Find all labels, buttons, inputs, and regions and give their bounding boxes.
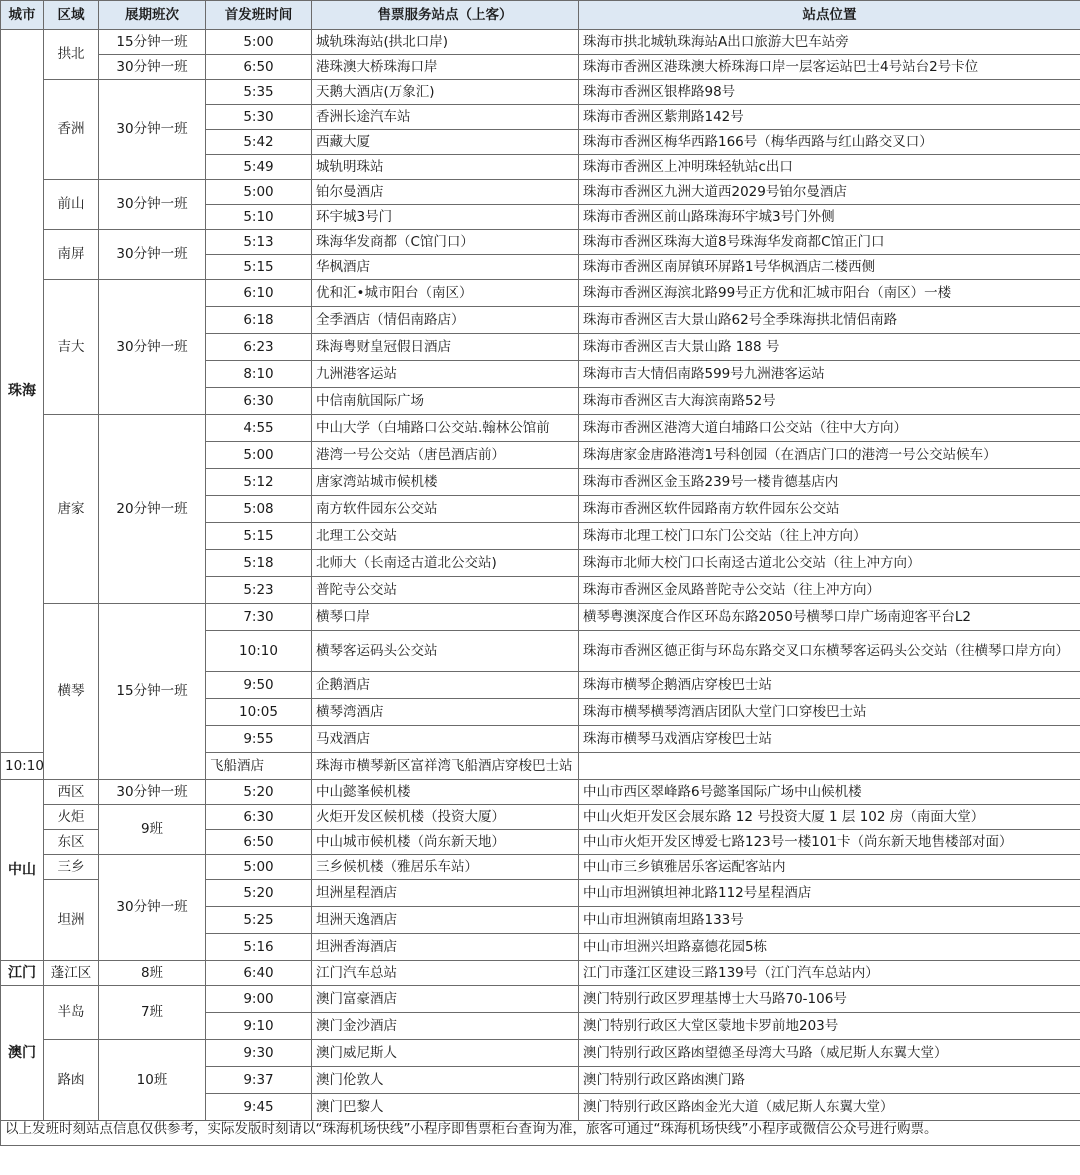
table-row (1, 180, 1080, 205)
header-city: 城市 (1, 1, 44, 30)
frequency-cell: 30分钟一班 (99, 180, 206, 230)
time-cell: 6:50 (206, 830, 312, 855)
time-cell: 5:20 (206, 780, 312, 805)
time-cell: 6:30 (206, 805, 312, 830)
location-cell: 中山市坦洲镇坦神北路112号星程酒店 (579, 880, 1080, 907)
header-area: 区域 (44, 1, 99, 30)
stop-cell: 北师大（长南迳古道北公交站) (312, 550, 579, 577)
frequency-cell: 15分钟一班 (99, 30, 206, 55)
time-cell: 5:00 (206, 180, 312, 205)
time-cell: 5:16 (206, 934, 312, 961)
stop-cell: 澳门威尼斯人 (312, 1040, 579, 1067)
location-cell: 珠海市香洲区金玉路239号一楼肯德基店内 (579, 469, 1080, 496)
stop-cell: 天鹅大酒店(万象汇) (312, 80, 579, 105)
location-cell: 澳门特别行政区罗理基博士大马路70-106号 (579, 986, 1080, 1013)
table-row (1, 280, 1080, 307)
table-row (1, 780, 1080, 805)
location-cell: 珠海市香洲区南屏镇环屏路1号华枫酒店二楼西侧 (579, 255, 1080, 280)
time-cell: 5:12 (206, 469, 312, 496)
location-cell: 珠海市香洲区紫荆路142号 (579, 105, 1080, 130)
time-cell: 5:00 (206, 442, 312, 469)
stop-cell: 坦洲天逸酒店 (312, 907, 579, 934)
stop-cell: 城轨明珠站 (312, 155, 579, 180)
stop-cell: 西藏大厦 (312, 130, 579, 155)
stop-cell: 横琴客运码头公交站 (312, 631, 579, 672)
time-cell: 6:40 (206, 961, 312, 986)
location-cell: 中山市坦洲镇南坦路133号 (579, 907, 1080, 934)
area-cell: 南屏 (44, 230, 99, 280)
location-cell: 珠海市香洲区吉大景山路62号全季珠海拱北情侣南路 (579, 307, 1080, 334)
area-cell: 唐家 (44, 415, 99, 604)
time-cell: 10:10 (206, 631, 312, 672)
header-ticket-stop: 售票服务站点（上客） (312, 1, 579, 30)
frequency-cell: 30分钟一班 (99, 280, 206, 415)
table-row (1, 415, 1080, 442)
frequency-cell: 30分钟一班 (99, 55, 206, 80)
time-cell: 6:10 (206, 280, 312, 307)
stop-cell: 三乡候机楼（雅居乐车站） (312, 855, 579, 880)
stop-cell: 中山懿峯候机楼 (312, 780, 579, 805)
location-cell: 中山市坦洲兴坦路嘉德花园5栋 (579, 934, 1080, 961)
stop-cell: 企鹅酒店 (312, 672, 579, 699)
time-cell: 9:00 (206, 986, 312, 1013)
city-cell: 中山 (1, 780, 44, 961)
time-cell: 9:50 (206, 672, 312, 699)
location-cell: 中山市三乡镇雅居乐客运配客站内 (579, 855, 1080, 880)
city-cell: 珠海 (1, 30, 44, 753)
stop-cell: 中山大学（白埔路口公交站.翰林公馆前 (312, 415, 579, 442)
table-row (1, 80, 1080, 105)
time-cell: 5:10 (206, 205, 312, 230)
stop-cell: 唐家湾站城市候机楼 (312, 469, 579, 496)
area-cell: 前山 (44, 180, 99, 230)
table-row (1, 961, 1080, 986)
time-cell: 5:42 (206, 130, 312, 155)
stop-cell: 城轨珠海站(拱北口岸) (312, 30, 579, 55)
location-cell: 珠海市香洲区海滨北路99号正方优和汇城市阳台（南区）一楼 (579, 280, 1080, 307)
frequency-cell: 30分钟一班 (99, 80, 206, 180)
location-cell: 珠海市吉大情侣南路599号九洲港客运站 (579, 361, 1080, 388)
time-cell: 8:10 (206, 361, 312, 388)
area-cell: 火炬 (44, 805, 99, 830)
location-cell: 中山市西区翠峰路6号懿峯国际广场中山候机楼 (579, 780, 1080, 805)
location-cell: 中山火炬开发区会展东路 12 号投资大厦 1 层 102 房（南面大堂） (579, 805, 1080, 830)
location-cell: 江门市蓬江区建设三路139号（江门汽车总站内） (579, 961, 1080, 986)
time-cell: 9:30 (206, 1040, 312, 1067)
time-cell: 9:45 (206, 1094, 312, 1121)
area-cell: 吉大 (44, 280, 99, 415)
stop-cell: 澳门富豪酒店 (312, 986, 579, 1013)
frequency-cell: 30分钟一班 (99, 855, 206, 961)
stop-cell: 澳门金沙酒店 (312, 1013, 579, 1040)
time-cell: 6:23 (206, 334, 312, 361)
location-cell: 珠海市香洲区金凤路普陀寺公交站（往上冲方向） (579, 577, 1080, 604)
location-cell: 珠海市香洲区软件园路南方软件园东公交站 (579, 496, 1080, 523)
location-cell: 珠海市拱北城轨珠海站A出口旅游大巴车站旁 (579, 30, 1080, 55)
location-cell: 珠海市香洲区港湾大道白埔路口公交站（往中大方向） (579, 415, 1080, 442)
location-cell: 珠海市香洲区银桦路98号 (579, 80, 1080, 105)
stop-cell: 澳门巴黎人 (312, 1094, 579, 1121)
stop-cell: 中山城市候机楼（尚东新天地） (312, 830, 579, 855)
stop-cell: 澳门伦敦人 (312, 1067, 579, 1094)
frequency-cell: 7班 (99, 986, 206, 1040)
table-row (1, 230, 1080, 255)
stop-cell: 南方软件园东公交站 (312, 496, 579, 523)
area-cell: 西区 (44, 780, 99, 805)
area-cell: 三乡 (44, 855, 99, 880)
time-cell: 9:37 (206, 1067, 312, 1094)
location-cell: 珠海唐家金唐路港湾1号科创园（在酒店门口的港湾一号公交站候车） (579, 442, 1080, 469)
location-cell: 珠海市香洲区德正街与环岛东路交叉口东横琴客运码头公交站（往横琴口岸方向） (579, 631, 1080, 672)
time-cell: 10:10 (1, 753, 44, 780)
stop-cell: 港珠澳大桥珠海口岸 (312, 55, 579, 80)
stop-cell: 全季酒店（情侣南路店） (312, 307, 579, 334)
location-cell: 珠海市横琴企鹅酒店穿梭巴士站 (579, 672, 1080, 699)
time-cell: 5:23 (206, 577, 312, 604)
location-cell: 澳门特别行政区路凼金光大道（威尼斯人东翼大堂） (579, 1094, 1080, 1121)
time-cell: 6:50 (206, 55, 312, 80)
location-cell: 珠海市北师大校门口长南迳古道北公交站（往上冲方向） (579, 550, 1080, 577)
stop-cell: 普陀寺公交站 (312, 577, 579, 604)
stop-cell: 华枫酒店 (312, 255, 579, 280)
table-row (1, 30, 1080, 55)
location-cell: 珠海市香洲区珠海大道8号珠海华发商都C馆正门口 (579, 230, 1080, 255)
table-row (1, 1040, 1080, 1067)
stop-cell: 铂尔曼酒店 (312, 180, 579, 205)
location-cell: 珠海市香洲区上冲明珠轻轨站c出口 (579, 155, 1080, 180)
frequency-cell: 9班 (99, 805, 206, 855)
stop-cell: 北理工公交站 (312, 523, 579, 550)
time-cell: 6:18 (206, 307, 312, 334)
stop-cell: 横琴湾酒店 (312, 699, 579, 726)
time-cell: 5:15 (206, 255, 312, 280)
location-cell: 珠海市香洲区吉大海滨南路52号 (579, 388, 1080, 415)
table-row (1, 855, 1080, 880)
time-cell: 5:25 (206, 907, 312, 934)
location-cell: 澳门特别行政区路凼澳门路 (579, 1067, 1080, 1094)
city-cell: 江门 (1, 961, 44, 986)
time-cell: 5:20 (206, 880, 312, 907)
city-cell: 澳门 (1, 986, 44, 1121)
area-cell: 路凼 (44, 1040, 99, 1121)
time-cell: 4:55 (206, 415, 312, 442)
time-cell: 5:15 (206, 523, 312, 550)
stop-cell: 珠海粤财皇冠假日酒店 (312, 334, 579, 361)
header-location: 站点位置 (579, 1, 1080, 30)
time-cell: 5:00 (206, 855, 312, 880)
stop-cell: 飞船酒店 (206, 753, 312, 780)
location-cell: 珠海市香洲区九洲大道西2029号铂尔曼酒店 (579, 180, 1080, 205)
time-cell: 5:13 (206, 230, 312, 255)
location-cell: 珠海市横琴横琴湾酒店团队大堂门口穿梭巴士站 (579, 699, 1080, 726)
area-cell: 东区 (44, 830, 99, 855)
stop-cell: 优和汇•城市阳台（南区） (312, 280, 579, 307)
frequency-cell: 30分钟一班 (99, 230, 206, 280)
table-row (1, 604, 1080, 631)
frequency-cell: 10班 (99, 1040, 206, 1121)
stop-cell: 珠海华发商都（C馆门口） (312, 230, 579, 255)
frequency-cell: 8班 (99, 961, 206, 986)
location-cell: 珠海市香洲区梅华西路166号（梅华西路与红山路交叉口） (579, 130, 1080, 155)
time-cell: 7:30 (206, 604, 312, 631)
table-row (1, 805, 1080, 830)
stop-cell: 环宇城3号门 (312, 205, 579, 230)
stop-cell: 火炬开发区候机楼（投资大厦） (312, 805, 579, 830)
stop-cell: 港湾一号公交站（唐邑酒店前） (312, 442, 579, 469)
stop-cell: 九洲港客运站 (312, 361, 579, 388)
time-cell: 6:30 (206, 388, 312, 415)
area-cell: 蓬江区 (44, 961, 99, 986)
stop-cell: 坦洲香海酒店 (312, 934, 579, 961)
time-cell: 5:18 (206, 550, 312, 577)
time-cell: 5:30 (206, 105, 312, 130)
stop-cell: 香洲长途汽车站 (312, 105, 579, 130)
time-cell: 5:35 (206, 80, 312, 105)
table-row (1, 55, 1080, 80)
time-cell: 5:00 (206, 30, 312, 55)
location-cell: 珠海市北理工校门口东门公交站（往上冲方向） (579, 523, 1080, 550)
area-cell: 坦洲 (44, 880, 99, 961)
time-cell: 5:49 (206, 155, 312, 180)
header-first-departure: 首发班时间 (206, 1, 312, 30)
table-row (1, 986, 1080, 1013)
location-cell: 珠海市香洲区港珠澳大桥珠海口岸一层客运站巴士4号站台2号卡位 (579, 55, 1080, 80)
location-cell: 珠海市香洲区吉大景山路 188 号 (579, 334, 1080, 361)
location-cell: 珠海市横琴新区富祥湾飞船酒店穿梭巴士站 (312, 753, 579, 780)
location-cell: 澳门特别行政区路凼望德圣母湾大马路（威尼斯人东翼大堂） (579, 1040, 1080, 1067)
frequency-cell: 30分钟一班 (99, 780, 206, 805)
location-cell: 中山市火炬开发区博爱七路123号一楼101卡（尚东新天地售楼部对面） (579, 830, 1080, 855)
area-cell: 拱北 (44, 30, 99, 80)
frequency-cell: 20分钟一班 (99, 415, 206, 604)
location-cell: 横琴粤澳深度合作区环岛东路2050号横琴口岸广场南迎客平台L2 (579, 604, 1080, 631)
frequency-cell: 15分钟一班 (99, 604, 206, 780)
footnote-row (1, 1121, 1080, 1146)
location-cell: 珠海市香洲区前山路珠海环宇城3号门外侧 (579, 205, 1080, 230)
location-cell: 澳门特别行政区大堂区蒙地卡罗前地203号 (579, 1013, 1080, 1040)
stop-cell: 坦洲星程酒店 (312, 880, 579, 907)
stop-cell: 马戏酒店 (312, 726, 579, 753)
footnote: 以上发班时刻站点信息仅供参考，实际发版时刻请以“珠海机场快线”小程序即售票柜台查询为准，旅客可通过“珠海机场快线”小程序或微信公众号进行购票。 (1, 1121, 1080, 1146)
stop-cell: 横琴口岸 (312, 604, 579, 631)
header-frequency: 展期班次 (99, 1, 206, 30)
area-cell: 横琴 (44, 604, 99, 780)
time-cell: 5:08 (206, 496, 312, 523)
time-cell: 9:55 (206, 726, 312, 753)
header-row (1, 1, 1080, 30)
stop-cell: 江门汽车总站 (312, 961, 579, 986)
stop-cell: 中信南航国际广场 (312, 388, 579, 415)
location-cell: 珠海市横琴马戏酒店穿梭巴士站 (579, 726, 1080, 753)
area-cell: 香洲 (44, 80, 99, 180)
time-cell: 9:10 (206, 1013, 312, 1040)
area-cell: 半岛 (44, 986, 99, 1040)
time-cell: 10:05 (206, 699, 312, 726)
